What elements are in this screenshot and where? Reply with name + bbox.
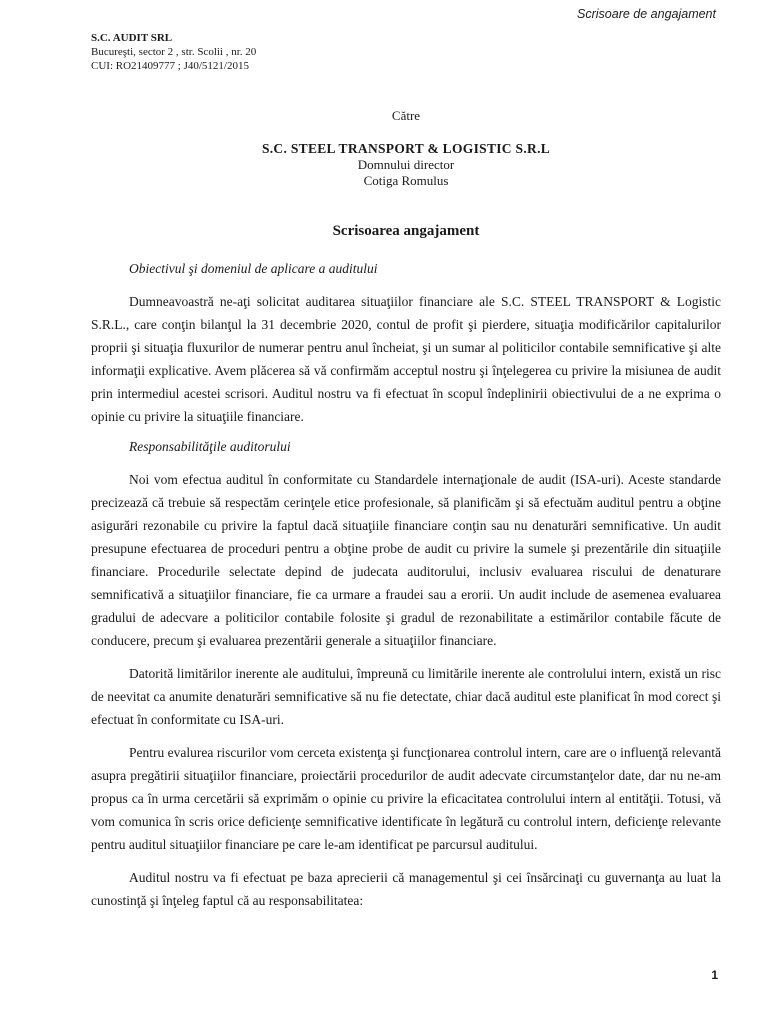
sender-address: Bucureşti, sector 2 , str. Scolii , nr. 20 [91, 46, 257, 58]
section-heading-responsibilities: Responsabilităţile auditorului [129, 439, 291, 454]
running-header: Scrisoare de angajament [577, 7, 716, 21]
recipient-person: Cotiga Romulus [363, 173, 449, 188]
letter-body [91, 108, 721, 922]
recipient-to: Către [391, 108, 421, 123]
sender-name: S.C. AUDIT SRL [91, 32, 173, 44]
paragraph-management: Auditul nostru va fi efectuat pe baza aprecierii că managementul şi cei însărcinaţi cu guvernanţa au luat la cunostinţă şi înţeleg faptul că au responsabilitatea: [91, 870, 721, 908]
paragraph-standards: Noi vom efectua auditul în conformitate cu Standardele internaţionale de audit (ISA-uri). Aceste standarde precizează că trebuie să respectăm cerinţele etice profesionale, să planificăm şi să efectuăm auditul pentru a obţine asigurări rezonabile cu privire la faptul dacă situaţiile financiare conţin sau nu denaturări semnificative. Un audit presupune efectuarea de proceduri pentru a obţine probe de audit cu privire la sumele şi prezentările din situaţiile financiare. Procedurile selectate depind de judecata auditorului, inclusiv evaluarea riscului de denaturare semnificativă a situaţiilor financiare, fie ca urmare a fraudei sau a erorii. Un audit include de asemenea evaluarea gradului de adecvare a politicilor contabile folosite şi gradul de rezonabilitate a estimărilor contabile făcute de conducere, precum şi evaluarea prezentării generale a situaţiilor financiare. [91, 472, 721, 648]
letter-title: Scrisoarea angajament [332, 223, 480, 239]
section-heading-objective: Obiectivul şi domeniul de aplicare a auditului [129, 261, 378, 276]
paragraph-limitations: Datorită limitărilor inerente ale auditului, împreună cu limitările inerente ale controlului intern, există un risc de neevitat ca anumite denaturări semnificative să nu fie detectate, chiar dacă auditul este planificat în mod corect şi efectuat în conformitate cu ISA-uri. [91, 666, 721, 727]
recipient-company: S.C. STEEL TRANSPORT & LOGISTIC S.R.L [261, 141, 551, 156]
recipient-salutation: Domnului director [357, 157, 455, 172]
paragraph-objective: Dumneavoastră ne-aţi solicitat auditarea situaţiilor financiare ale S.C. STEEL TRANSPORT & Logistic S.R.L., care conţin bilanţul la 31 decembrie 2020, contul de profit şi pierdere, situaţia modificărilor capitalurilor proprii şi situaţia fluxurilor de numerar pentru anul încheiat, şi un sumar al politicilor contabile semnificative şi alte informaţii explicative. Avem plăcerea să vă confirmăm acceptul nostru şi înţelegerea cu privire la misiunea de audit prin intermediul acestei scrisori. Auditul nostru va fi efectuat în scopul îndeplinirii obiectivului de a ne exprima o opinie cu privire la situaţiile financiare. [91, 294, 721, 424]
sender-ids: CUI: RO21409777 ; J40/5121/2015 [91, 60, 249, 72]
page-number: 1 [711, 968, 718, 982]
sender-block [91, 31, 256, 73]
paragraph-internal-control: Pentru evalurea riscurilor vom cerceta existenţa şi funcţionarea controlul intern, care are o influenţă relevantă asupra pregătirii situaţiilor financiare, proiectării procedurilor de audit adecvate circumstanţelor date, dar nu ne-am propus ca în urma cercetării să exprimăm o opinie cu privire la eficacitatea controlului intern al entităţii. Totusi, vă vom comunica în scris orice deficienţe semnificative identificate în legătură cu controlul intern, deficienţe relevante pentru auditul situaţiilor financiare pe care le-am identificat pe parcursul auditului. [91, 745, 721, 852]
